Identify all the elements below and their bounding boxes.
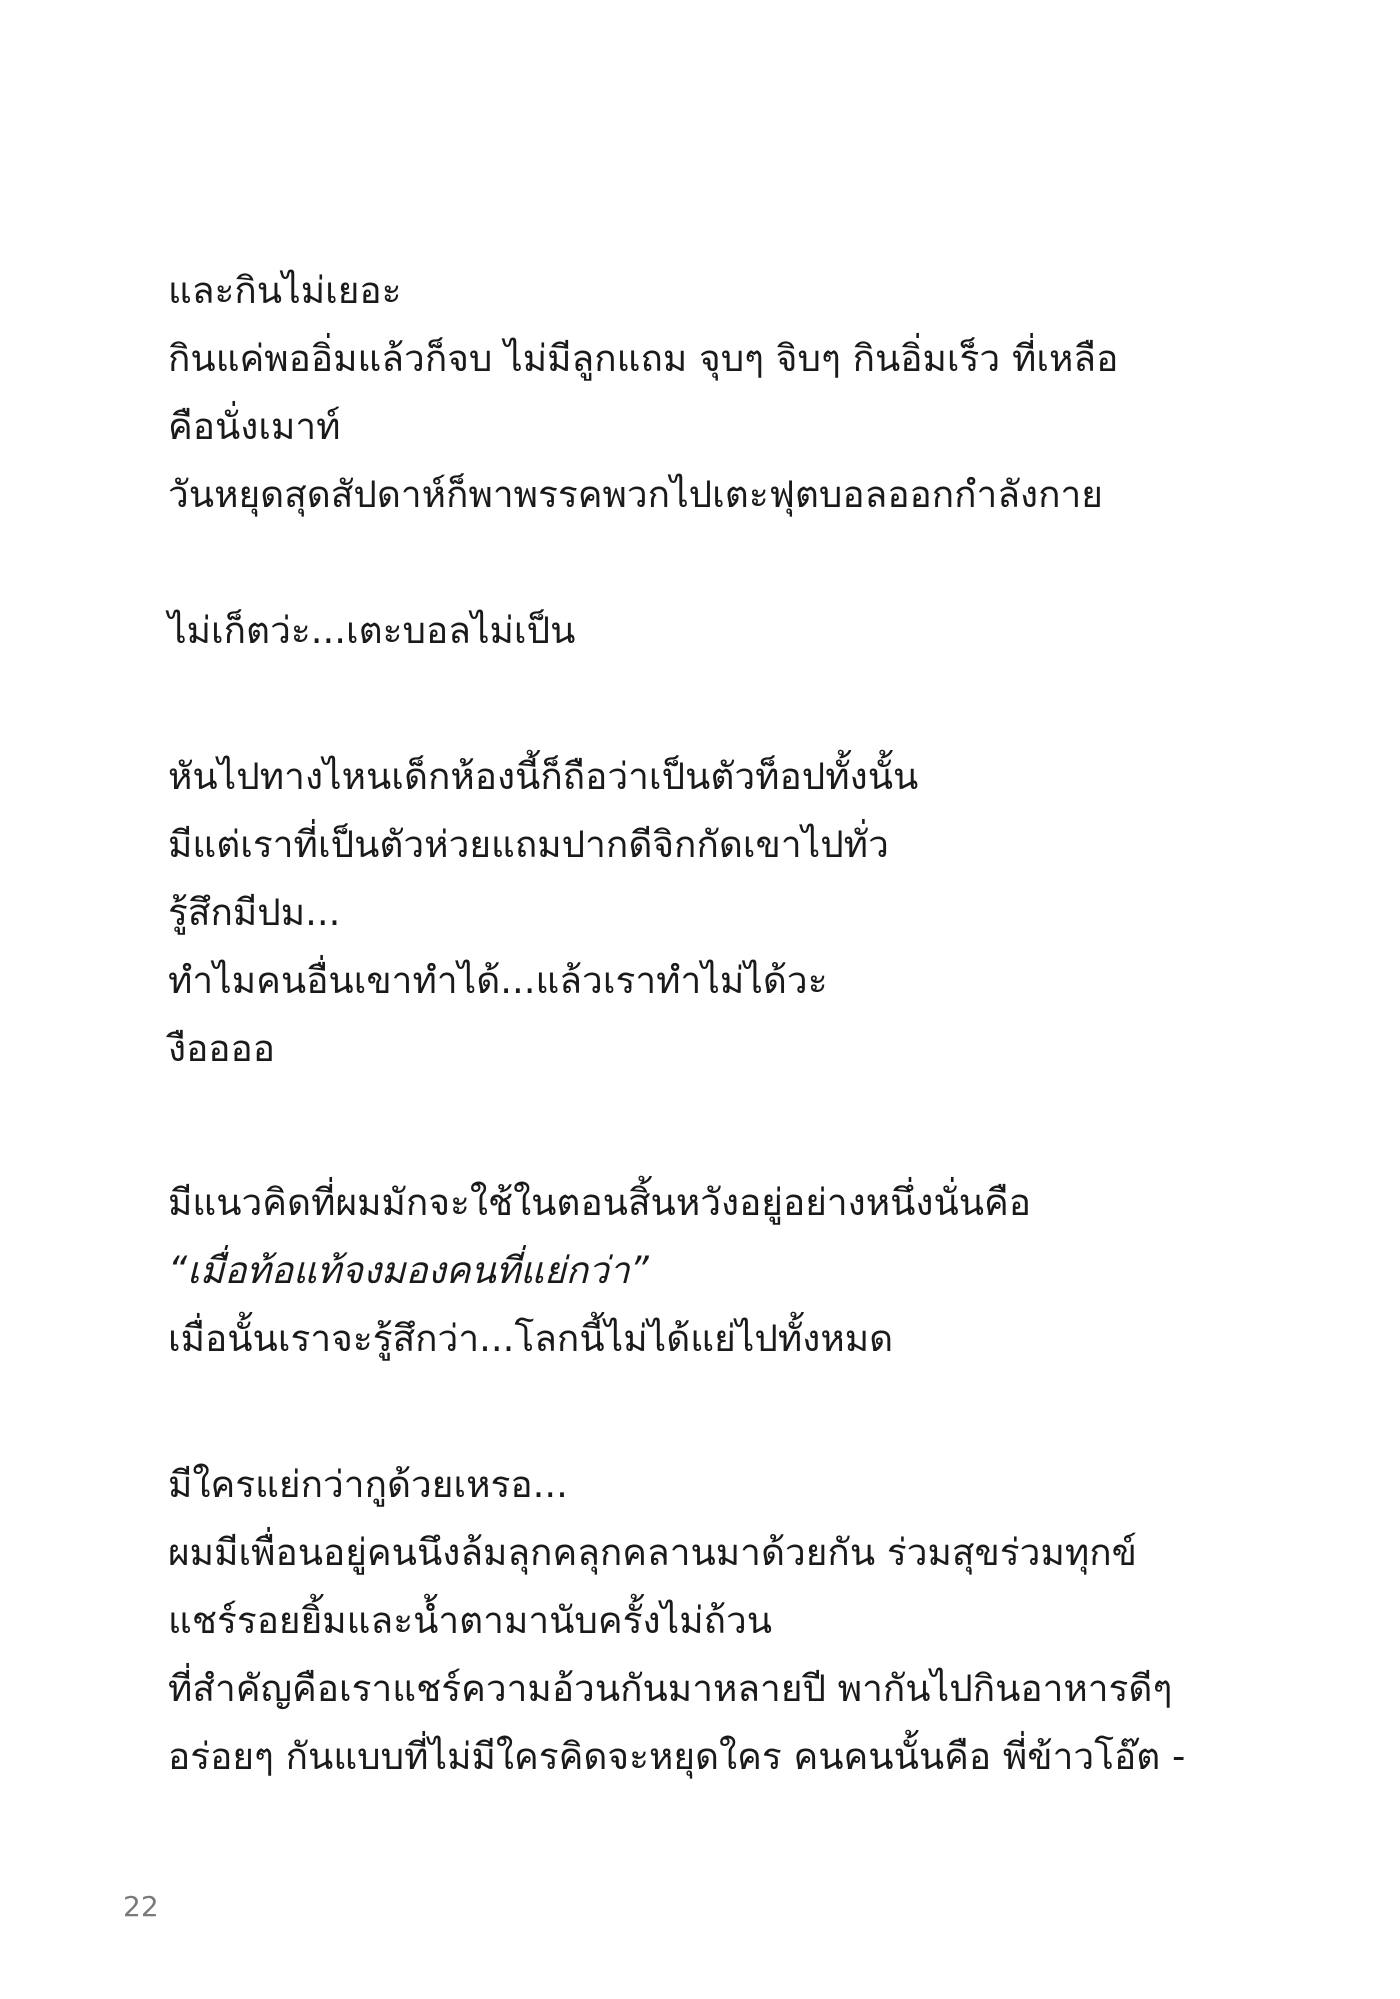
text-line: อร่อยๆ กันแบบที่ไม่มีใครคิดจะหยุดใคร คนคนนั้นคือ พี่ข้าวโอ๊ต - xyxy=(168,1735,1186,1778)
text-line: คือนั่งเมาท์ xyxy=(168,405,341,448)
page-number: 22 xyxy=(123,1890,159,1923)
text-line: ที่สำคัญคือเราแชร์ความอ้วนกันมาหลายปี พากันไปกินอาหารดีๆ xyxy=(168,1667,1173,1710)
text-line: ผมมีเพื่อนอยู่คนนึงล้มลุกคลุกคลานมาด้วยกัน ร่วมสุขร่วมทุกข์ xyxy=(168,1531,1137,1574)
text-line: มีแนวคิดที่ผมมักจะใช้ในตอนสิ้นหวังอยู่อย่างหนึ่งนั่นคือ xyxy=(168,1181,1032,1224)
text-line: วันหยุดสุดสัปดาห์ก็พาพรรคพวกไปเตะฟุตบอลออกกำลังกาย xyxy=(168,473,1103,516)
text-line: แชร์รอยยิ้มและน้ำตามานับครั้งไม่ถ้วน xyxy=(168,1599,773,1642)
text-line: หันไปทางไหนเด็กห้องนี้ก็ถือว่าเป็นตัวท็อปทั้งนั้น xyxy=(168,755,919,798)
text-line: กินแค่พออิ่มแล้วก็จบ ไม่มีลูกแถม จุบๆ จิบๆ กินอิ่มเร็ว ที่เหลือ xyxy=(168,337,1119,380)
text-line: รู้สึกมีปม... xyxy=(168,891,341,934)
quote-line: “เมื่อท้อแท้จงมองคนที่แย่กว่า” xyxy=(168,1249,649,1292)
text-line: และกินไม่เยอะ xyxy=(168,269,402,312)
text-line: ทำไมคนอื่นเขาทำได้...แล้วเราทำไม่ได้วะ xyxy=(168,959,828,1002)
text-line: มีแต่เราที่เป็นตัวห่วยแถมปากดีจิกกัดเขาไปทั่ว xyxy=(168,823,889,866)
text-line: ไม่เก็ตว่ะ...เตะบอลไม่เป็น xyxy=(168,609,576,652)
text-line: มีใครแย่กว่ากูด้วยเหรอ... xyxy=(168,1463,568,1506)
text-line: งืออออ xyxy=(168,1027,275,1070)
text-line: เมื่อนั้นเราจะรู้สึกว่า...โลกนี้ไม่ได้แย่ไปทั้งหมด xyxy=(168,1317,894,1360)
